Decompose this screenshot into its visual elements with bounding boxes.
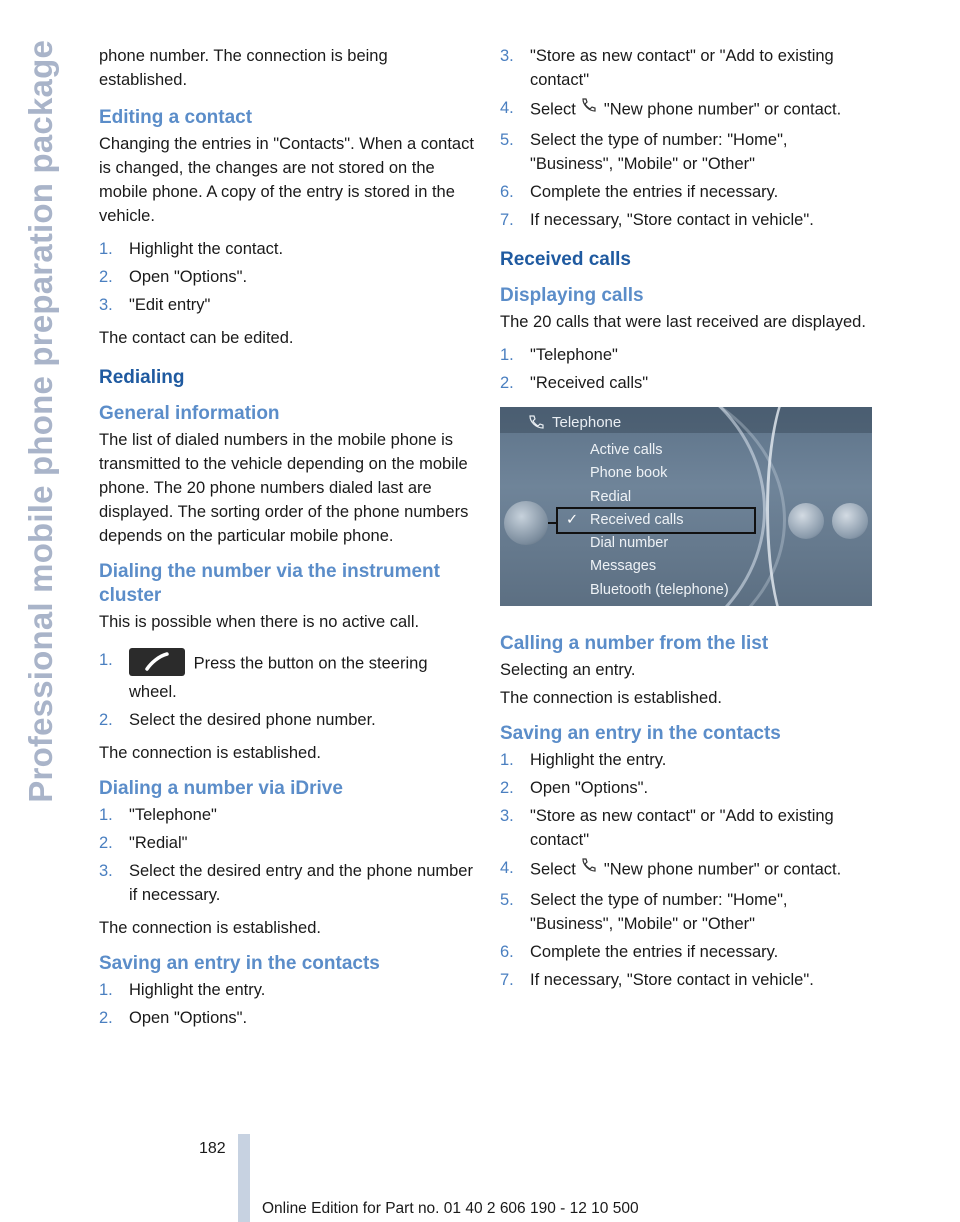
continued-steps: [500, 44, 875, 232]
list-item: 7. If necessary, "Store contact in vehicle".: [500, 971, 814, 989]
list-item: 1. "Telephone": [500, 346, 618, 364]
phone-handset-icon: [580, 96, 598, 121]
section-title: Professional mobile phone preparation package: [22, 40, 59, 803]
idrive-after: The connection is established.: [99, 919, 321, 937]
received-calls-heading: Received calls: [500, 249, 631, 270]
calling-line1: Selecting an entry.: [500, 661, 636, 679]
voice-button-icon: [788, 503, 824, 539]
menu-item-dial-number: Dial number: [590, 535, 669, 552]
idrive-steps: [99, 803, 475, 907]
menu-item-active-calls: Active calls: [590, 442, 663, 458]
list-item: 1. Highlight the entry.: [500, 751, 667, 769]
saving-steps-left: [99, 978, 475, 1030]
list-item: 2. Open "Options".: [500, 779, 649, 797]
page-number: 182: [199, 1140, 226, 1157]
editing-steps: [99, 237, 475, 317]
intro-text: phone number. The connection is being established.: [99, 47, 388, 89]
list-item: 4. Select "New phone number" or contact.: [500, 96, 875, 124]
selection-pointer: [548, 522, 558, 524]
calling-line2: The connection is established.: [500, 689, 722, 707]
editing-after: The contact can be edited.: [99, 329, 294, 347]
general-info-heading: General information: [99, 403, 280, 424]
list-item: 5. Select the type of number: "Home", "Business", "Mobile" or "Other": [500, 131, 788, 173]
list-item: 6. Complete the entries if necessary.: [500, 183, 779, 201]
list-item: 3. "Store as new contact" or "Add to existing contact": [500, 47, 834, 89]
menu-item-redial: Redial: [590, 488, 632, 505]
saving-heading-right: Saving an entry in the contacts: [500, 723, 781, 744]
received-steps: [500, 343, 875, 395]
cluster-heading: Dialing the number via the instrument cluster: [99, 561, 440, 606]
list-item: 7. If necessary, "Store contact in vehicle".: [500, 211, 814, 229]
list-item: 2. "Redial": [99, 834, 188, 852]
cluster-text: This is possible when there is no active call.: [99, 613, 420, 631]
displaying-calls-text: The 20 calls that were last received are displayed.: [500, 313, 866, 331]
saving-heading-left: Saving an entry in the contacts: [99, 953, 380, 974]
left-column: [99, 44, 475, 1039]
list-item: 3. Select the desired entry and the phone number if necessary.: [99, 862, 473, 904]
section-sidebar: [6, 40, 76, 1210]
displaying-calls-heading: Displaying calls: [500, 285, 644, 306]
list-item: 1. "Telephone": [99, 806, 217, 824]
redialing-heading: Redialing: [99, 367, 185, 388]
list-item: 1. Press the button on the steering wheel.: [99, 648, 475, 704]
idrive-heading: Dialing a number via iDrive: [99, 778, 343, 799]
controller-knob-icon: [504, 501, 548, 545]
screen-menu: [566, 439, 754, 602]
list-item: 6. Complete the entries if necessary.: [500, 943, 779, 961]
list-item: 3. "Edit entry": [99, 296, 211, 314]
cluster-after: The connection is established.: [99, 744, 321, 762]
phone-handset-icon: [580, 856, 598, 881]
calling-heading: Calling a number from the list: [500, 633, 769, 654]
list-item: 2. Open "Options".: [99, 268, 248, 286]
list-item: 1. Highlight the entry.: [99, 981, 266, 999]
menu-item-phone-book: Phone book: [590, 465, 668, 482]
steering-phone-button-icon: [129, 648, 185, 676]
saving-steps-right: [500, 748, 875, 992]
list-item: 2. Open "Options".: [99, 1009, 248, 1027]
general-info-text: The list of dialed numbers in the mobile phone is transmitted to the vehicle depending on the mobile phone. The 20 phone numbers dialed last are displayed. The sorting order of the phone numbers depends on the particular mobile phone.: [99, 431, 469, 545]
list-item: 3. "Store as new contact" or "Add to existing contact": [500, 807, 834, 849]
editing-text: Changing the entries in "Contacts". When a contact is changed, the changes are not stored on the mobile phone. A copy of the entry is stored in the vehicle.: [99, 135, 474, 225]
menu-item-bluetooth: Bluetooth (telephone): [590, 581, 729, 598]
list-item: 2. "Received calls": [500, 374, 649, 392]
footer-bar: [238, 1134, 250, 1222]
list-item: 4. Select "New phone number" or contact.: [500, 856, 875, 884]
cluster-steps: [99, 648, 475, 732]
edition-footer: Online Edition for Part no. 01 40 2 606 190 - 12 10 500: [262, 1200, 639, 1217]
menu-item-received-calls: ✓ Received calls: [558, 509, 754, 532]
list-item: 1. Highlight the contact.: [99, 240, 284, 258]
idrive-screen-image: [500, 407, 872, 606]
options-button-icon: [832, 503, 868, 539]
editing-heading: Editing a contact: [99, 107, 253, 128]
menu-item-messages: Messages: [590, 558, 657, 575]
list-item: 2. Select the desired phone number.: [99, 711, 376, 729]
list-item: 5. Select the type of number: "Home", "Business", "Mobile" or "Other": [500, 891, 788, 933]
check-icon: ✓: [566, 511, 579, 528]
screen-title: Telephone: [552, 414, 622, 431]
right-column: [500, 44, 875, 1001]
